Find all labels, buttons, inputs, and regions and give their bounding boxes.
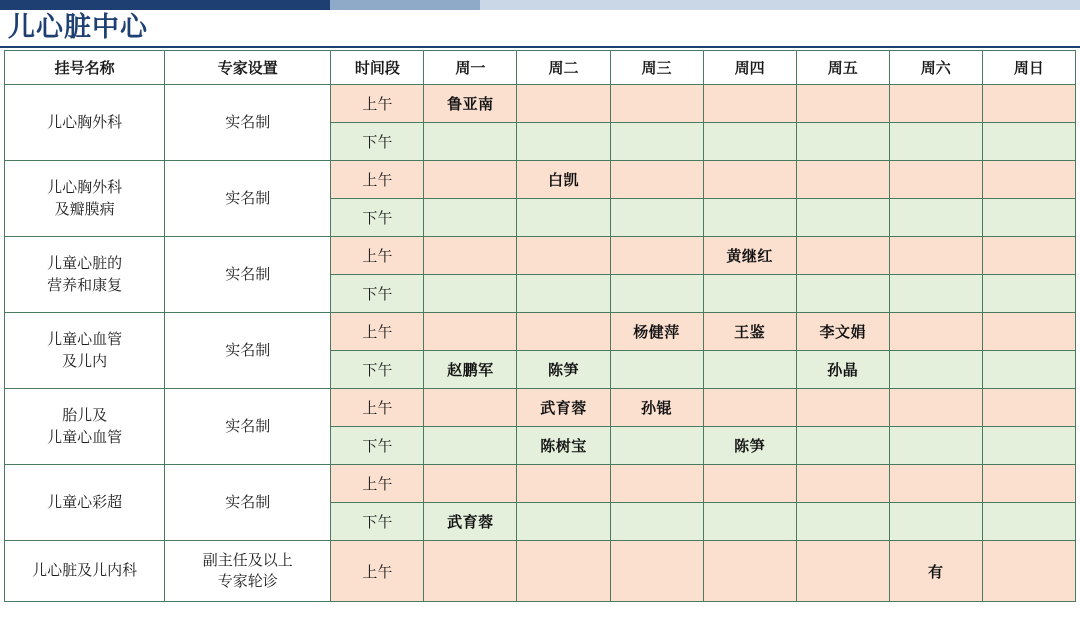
header-row (5, 51, 1076, 85)
schedule-slot (703, 503, 796, 541)
schedule-slot (517, 275, 610, 313)
schedule-slot (889, 465, 982, 503)
schedule-slot (982, 237, 1075, 275)
column-header-expert: 专家设置 (165, 51, 331, 85)
doctor-name: 孙晶 (827, 362, 859, 379)
schedule-slot (610, 123, 703, 161)
expert-setting-cell: 实名制 (165, 85, 331, 161)
schedule-slot (889, 541, 982, 602)
schedule-slot (889, 351, 982, 389)
schedule-slot (796, 541, 889, 602)
schedule-slot (424, 85, 517, 123)
schedule-slot (796, 123, 889, 161)
schedule-slot (982, 313, 1075, 351)
schedule-slot (796, 427, 889, 465)
period-cell-am: 上午 (331, 161, 424, 199)
period-cell-am: 上午 (331, 313, 424, 351)
schedule-slot (424, 541, 517, 602)
schedule-slot (610, 237, 703, 275)
schedule-slot (889, 161, 982, 199)
period-cell-am: 上午 (331, 85, 424, 123)
dept-name-cell: 儿心脏及儿内科 (5, 541, 165, 602)
doctor-name: 武育蓉 (540, 400, 587, 417)
dept-name-cell: 儿童心彩超 (5, 465, 165, 541)
schedule-slot (703, 313, 796, 351)
column-header-tue: 周二 (517, 51, 610, 85)
table-header (5, 51, 1076, 85)
schedule-slot (424, 503, 517, 541)
schedule-slot (889, 123, 982, 161)
schedule-slot (703, 389, 796, 427)
schedule-slot (889, 199, 982, 237)
schedule-slot (703, 465, 796, 503)
dept-name-cell: 儿童心脏的 营养和康复 (5, 237, 165, 313)
schedule-slot (982, 389, 1075, 427)
schedule-slot (424, 465, 517, 503)
expert-setting-cell: 副主任及以上 专家轮诊 (165, 541, 331, 602)
schedule-slot (517, 85, 610, 123)
schedule-slot (610, 503, 703, 541)
column-header-fri: 周五 (796, 51, 889, 85)
doctor-name: 杨健萍 (633, 324, 680, 341)
expert-setting-cell: 实名制 (165, 465, 331, 541)
table-row (5, 389, 1076, 427)
schedule-slot (424, 123, 517, 161)
table-row (5, 465, 1076, 503)
schedule-slot (982, 427, 1075, 465)
schedule-slot (703, 85, 796, 123)
doctor-name: 黄继红 (726, 248, 773, 265)
period-cell-am: 上午 (331, 465, 424, 503)
doctor-name: 白凯 (547, 172, 579, 189)
schedule-slot (610, 161, 703, 199)
schedule-slot (796, 199, 889, 237)
doctor-name: 陈笋 (547, 362, 579, 379)
doctor-name: 孙锟 (641, 400, 673, 417)
schedule-slot (517, 503, 610, 541)
schedule-slot (517, 199, 610, 237)
table-body (5, 85, 1076, 602)
schedule-slot (610, 427, 703, 465)
schedule-slot (703, 123, 796, 161)
schedule-slot (796, 161, 889, 199)
doctor-name: 陈笋 (734, 438, 766, 455)
schedule-slot (982, 275, 1075, 313)
column-header-sun: 周日 (982, 51, 1075, 85)
column-header-name: 挂号名称 (5, 51, 165, 85)
dept-name-cell: 儿童心血管 及儿内 (5, 313, 165, 389)
schedule-slot (424, 161, 517, 199)
column-header-period: 时间段 (331, 51, 424, 85)
schedule-slot (703, 351, 796, 389)
top-decoration-bar (0, 0, 1080, 10)
schedule-slot (517, 313, 610, 351)
topbar-segment-dark (0, 0, 330, 10)
schedule-slot (982, 541, 1075, 602)
schedule-slot (424, 313, 517, 351)
topbar-segment-mid (330, 0, 480, 10)
column-header-sat: 周六 (889, 51, 982, 85)
schedule-slot (703, 199, 796, 237)
expert-setting-cell: 实名制 (165, 389, 331, 465)
period-cell-pm: 下午 (331, 503, 424, 541)
schedule-slot (424, 427, 517, 465)
schedule-slot (424, 351, 517, 389)
table-row (5, 161, 1076, 199)
schedule-slot (517, 465, 610, 503)
period-cell-pm: 下午 (331, 123, 424, 161)
doctor-name: 鲁亚南 (447, 96, 494, 113)
period-cell-am: 上午 (331, 389, 424, 427)
schedule-slot (796, 351, 889, 389)
schedule-slot (796, 389, 889, 427)
schedule-slot (610, 541, 703, 602)
schedule-slot (982, 199, 1075, 237)
schedule-slot (982, 351, 1075, 389)
dept-name-cell: 儿心胸外科 (5, 85, 165, 161)
doctor-name: 有 (928, 563, 944, 581)
schedule-slot (796, 237, 889, 275)
schedule-table (4, 50, 1076, 602)
schedule-slot (889, 237, 982, 275)
schedule-slot (424, 199, 517, 237)
schedule-slot (517, 161, 610, 199)
schedule-slot (517, 123, 610, 161)
schedule-slot (424, 275, 517, 313)
schedule-slot (424, 389, 517, 427)
schedule-slot (610, 313, 703, 351)
title-underline (0, 46, 1080, 48)
schedule-slot (889, 389, 982, 427)
schedule-slot (982, 161, 1075, 199)
schedule-slot (796, 503, 889, 541)
schedule-slot (796, 275, 889, 313)
topbar-segment-light (480, 0, 1080, 10)
schedule-slot (610, 389, 703, 427)
schedule-slot (610, 199, 703, 237)
schedule-slot (982, 503, 1075, 541)
schedule-slot (610, 275, 703, 313)
schedule-slot (889, 503, 982, 541)
schedule-slot (889, 427, 982, 465)
schedule-slot (610, 351, 703, 389)
table-row (5, 85, 1076, 123)
schedule-slot (982, 465, 1075, 503)
doctor-name: 武育蓉 (447, 514, 494, 531)
dept-name-cell: 儿心胸外科 及瓣膜病 (5, 161, 165, 237)
schedule-slot (517, 541, 610, 602)
schedule-slot (796, 313, 889, 351)
expert-setting-cell: 实名制 (165, 237, 331, 313)
schedule-slot (889, 275, 982, 313)
expert-setting-cell: 实名制 (165, 313, 331, 389)
schedule-slot (703, 237, 796, 275)
schedule-slot (517, 237, 610, 275)
table-row (5, 313, 1076, 351)
column-header-mon: 周一 (424, 51, 517, 85)
doctor-name: 王鉴 (734, 324, 766, 341)
dept-name-cell: 胎儿及 儿童心血管 (5, 389, 165, 465)
schedule-slot (982, 85, 1075, 123)
column-header-wed: 周三 (610, 51, 703, 85)
period-cell-am: 上午 (331, 541, 424, 602)
doctor-name: 赵鹏军 (447, 362, 494, 379)
schedule-slot (982, 123, 1075, 161)
table-row (5, 541, 1076, 602)
period-cell-pm: 下午 (331, 199, 424, 237)
schedule-slot (889, 85, 982, 123)
period-cell-am: 上午 (331, 237, 424, 275)
schedule-slot (424, 237, 517, 275)
doctor-name: 李文娟 (819, 324, 866, 341)
schedule-slot (703, 161, 796, 199)
column-header-thu: 周四 (703, 51, 796, 85)
page-title: 儿心脏中心 (8, 12, 148, 42)
period-cell-pm: 下午 (331, 351, 424, 389)
schedule-slot (889, 313, 982, 351)
schedule-slot (517, 427, 610, 465)
schedule-slot (703, 275, 796, 313)
schedule-slot (610, 85, 703, 123)
schedule-slot (703, 427, 796, 465)
period-cell-pm: 下午 (331, 275, 424, 313)
expert-setting-cell: 实名制 (165, 161, 331, 237)
schedule-slot (517, 351, 610, 389)
schedule-slot (610, 465, 703, 503)
schedule-slot (796, 85, 889, 123)
period-cell-pm: 下午 (331, 427, 424, 465)
table-row (5, 237, 1076, 275)
doctor-name: 陈树宝 (540, 438, 587, 455)
schedule-slot (703, 541, 796, 602)
schedule-slot (796, 465, 889, 503)
schedule-slot (517, 389, 610, 427)
